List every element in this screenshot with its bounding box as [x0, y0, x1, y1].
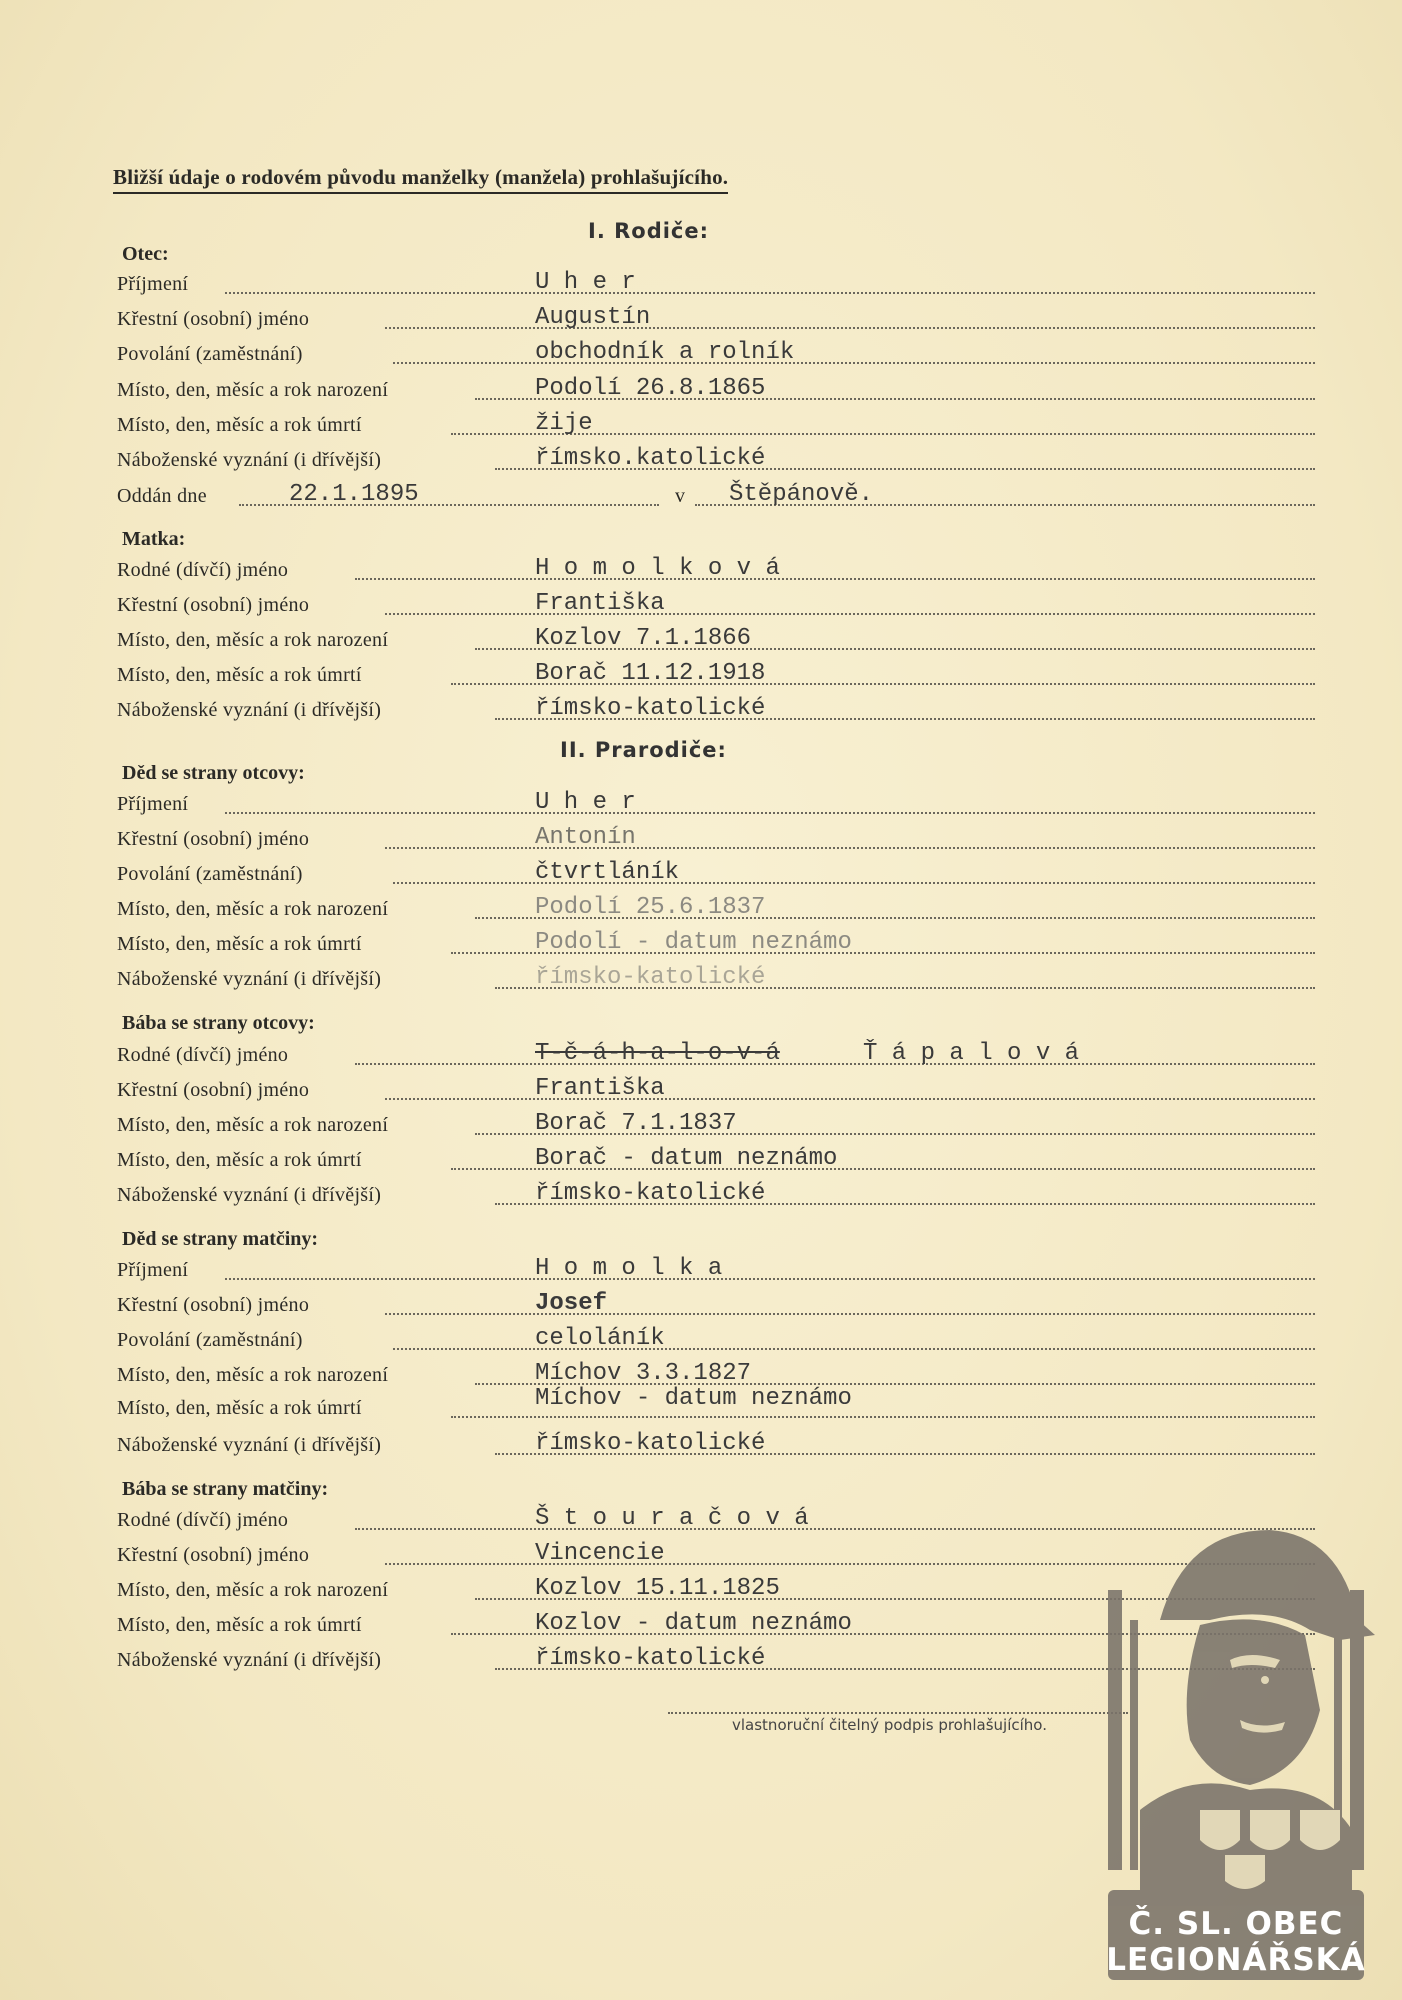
mgm-maiden-value: Š t o u r a č o v á: [535, 1505, 809, 1532]
pgm-birth-value: Borač 7.1.1837: [535, 1110, 737, 1137]
section-grandparents-title: II. Prarodiče:: [560, 738, 727, 762]
father-death-value: žije: [535, 410, 593, 437]
legion-stamp-watermark: [1090, 1510, 1382, 1980]
section-parents-title: I. Rodiče:: [588, 219, 710, 243]
field-label: Křestní (osobní) jméno: [117, 828, 310, 850]
mother-given-row: [117, 587, 1202, 621]
dotted-line: [355, 578, 1315, 580]
father-birth-value: Podolí 26.8.1865: [535, 375, 766, 402]
mgf-death-row: [117, 1385, 1202, 1424]
dotted-line: [393, 1348, 1315, 1350]
mother-religion-row: [117, 692, 1202, 726]
dotted-line: [225, 812, 1315, 814]
group-paternal-grandfather-label: Děd se strany otcovy:: [122, 762, 305, 784]
dotted-line: [385, 1098, 1315, 1100]
father-given-value: Augustín: [535, 304, 651, 331]
pgm-death-value: Borač - datum neznámo: [535, 1145, 838, 1172]
field-label: Místo, den, měsíc a rok narození: [117, 629, 389, 651]
pgf-birth-row: [117, 891, 1202, 925]
mgm-birth-row: [117, 1572, 1202, 1606]
pgf-occupation-row: [117, 856, 1202, 890]
field-label: Místo, den, měsíc a rok narození: [117, 379, 389, 401]
group-father-label: Otec:: [122, 243, 169, 265]
father-death-row: [117, 407, 1202, 441]
pgm-birth-row: [117, 1107, 1202, 1141]
pgf-death-row: [117, 926, 1202, 960]
field-label: Náboženské vyznání (i dřívější): [117, 699, 382, 721]
field-label: Příjmení: [117, 793, 189, 815]
father-married-date-value: 22.1.1895: [289, 481, 419, 508]
pgf-birth-value: Podolí 25.6.1837: [535, 894, 766, 921]
mgm-religion-value: římsko-katolické: [535, 1645, 766, 1672]
father-surname-value: U h e r: [535, 269, 636, 296]
father-occupation-row: [117, 336, 1202, 370]
field-label: Místo, den, měsíc a rok úmrtí: [117, 933, 362, 955]
pgm-given-value: Františka: [535, 1075, 665, 1102]
field-label: Místo, den, měsíc a rok úmrtí: [117, 414, 362, 436]
field-label: Křestní (osobní) jméno: [117, 1544, 310, 1566]
field-label: Místo, den, měsíc a rok úmrtí: [117, 1397, 362, 1419]
father-surname-row: [117, 266, 1202, 300]
pgm-given-row: [117, 1072, 1202, 1106]
pgf-given-row: [117, 821, 1202, 855]
field-label: Křestní (osobní) jméno: [117, 308, 310, 330]
field-label: Náboženské vyznání (i dřívější): [117, 449, 382, 471]
mother-given-value: Františka: [535, 590, 665, 617]
group-paternal-grandmother-label: Bába se strany otcovy:: [122, 1012, 315, 1034]
father-occupation-value: obchodník a rolník: [535, 339, 795, 366]
document-heading: Bližší údaje o rodovém původu manželky (manžela) prohlašujícího.: [113, 165, 728, 194]
pgf-death-value: Podolí - datum neznámo: [535, 929, 852, 956]
father-married-place-value: Štěpánově.: [729, 481, 874, 508]
field-label: Křestní (osobní) jméno: [117, 1294, 310, 1316]
field-label: Náboženské vyznání (i dřívější): [117, 1184, 382, 1206]
field-label: Náboženské vyznání (i dřívější): [117, 1649, 382, 1671]
pgf-religion-row: [117, 961, 1202, 995]
mgm-maiden-row: [117, 1502, 1202, 1536]
pgf-religion-value: římsko-katolické: [535, 964, 766, 991]
field-label: Místo, den, měsíc a rok narození: [117, 1114, 389, 1136]
mgf-occupation-row: [117, 1322, 1202, 1356]
pgm-maiden-struck-value: T-č-á-h-a-l-o-v-á: [535, 1040, 780, 1067]
field-label: Rodné (dívčí) jméno: [117, 1044, 289, 1066]
dotted-line: [393, 882, 1315, 884]
dotted-line: [225, 292, 1315, 294]
field-label: Příjmení: [117, 1259, 189, 1281]
pgm-religion-row: [117, 1177, 1202, 1211]
mother-death-value: Borač 11.12.1918: [535, 660, 766, 687]
field-label: Příjmení: [117, 273, 189, 295]
field-label: Rodné (dívčí) jméno: [117, 1509, 289, 1531]
field-label: Náboženské vyznání (i dřívější): [117, 1434, 382, 1456]
field-label: Povolání (zaměstnání): [117, 1329, 303, 1351]
father-married-row: [117, 478, 1202, 512]
mother-birth-value: Kozlov 7.1.1866: [535, 625, 752, 652]
signature-line: [668, 1712, 1128, 1714]
mother-maiden-row: [117, 552, 1202, 586]
mgf-birth-value: Míchov 3.3.1827: [535, 1360, 752, 1387]
mgm-death-value: Kozlov - datum neznámo: [535, 1610, 852, 1637]
mgf-occupation-value: celoláník: [535, 1325, 665, 1352]
mgf-surname-row: [117, 1252, 1202, 1286]
field-label: Povolání (zaměstnání): [117, 343, 303, 365]
pgm-religion-value: římsko-katolické: [535, 1180, 766, 1207]
mgm-birth-value: Kozlov 15.11.1825: [535, 1575, 780, 1602]
dotted-line: [385, 613, 1315, 615]
field-label: Oddán dne: [117, 485, 207, 507]
dotted-line: [355, 1063, 1315, 1065]
pgm-maiden-value: Ť á p a l o v á: [863, 1040, 1080, 1067]
field-label: Křestní (osobní) jméno: [117, 1079, 310, 1101]
signature-caption: vlastnoruční čitelný podpis prohlašujícího.: [732, 1716, 1047, 1734]
mgm-death-row: [117, 1607, 1202, 1641]
dotted-line: [393, 362, 1315, 364]
mgf-given-value: Josef: [535, 1290, 608, 1317]
group-maternal-grandmother-label: Bába se strany matčiny:: [122, 1478, 329, 1500]
dotted-line: [385, 327, 1315, 329]
mother-maiden-value: H o m o l k o v á: [535, 555, 780, 582]
pgf-surname-row: [117, 786, 1202, 820]
field-label: Povolání (zaměstnání): [117, 863, 303, 885]
mgf-given-row: [117, 1287, 1202, 1321]
pgf-surname-value: U h e r: [535, 789, 636, 816]
married-in-label: v: [675, 485, 685, 507]
dotted-line: [451, 1416, 1315, 1418]
group-mother-label: Matka:: [122, 528, 186, 550]
dotted-line: [225, 1278, 1315, 1280]
mother-religion-value: římsko-katolické: [535, 695, 766, 722]
field-label: Náboženské vyznání (i dřívější): [117, 968, 382, 990]
mother-birth-row: [117, 622, 1202, 656]
pgf-occupation-value: čtvrtláník: [535, 859, 680, 886]
mgm-given-value: Vincencie: [535, 1540, 665, 1567]
field-label: Místo, den, měsíc a rok narození: [117, 1579, 389, 1601]
father-given-row: [117, 301, 1202, 335]
mgf-death-value: Míchov - datum neznámo: [535, 1385, 852, 1412]
group-maternal-grandfather-label: Děd se strany matčiny:: [122, 1228, 319, 1250]
father-religion-row: [117, 442, 1202, 476]
field-label: Místo, den, měsíc a rok úmrtí: [117, 664, 362, 686]
field-label: Místo, den, měsíc a rok narození: [117, 1364, 389, 1386]
mgf-surname-value: H o m o l k a: [535, 1255, 723, 1282]
stamp-line-2: LEGIONÁŘSKÁ: [1106, 1942, 1366, 1978]
pgm-death-row: [117, 1142, 1202, 1176]
stamp-line-1: Č. SL. OBEC: [1128, 1906, 1344, 1942]
pgm-maiden-row: [117, 1037, 1202, 1071]
mother-death-row: [117, 657, 1202, 691]
dotted-line: [385, 847, 1315, 849]
field-label: Místo, den, měsíc a rok úmrtí: [117, 1149, 362, 1171]
mgf-religion-value: římsko-katolické: [535, 1430, 766, 1457]
father-religion-value: římsko.katolické: [535, 445, 766, 472]
father-birth-row: [117, 372, 1202, 406]
dotted-line: [385, 1313, 1315, 1315]
mgm-religion-row: [117, 1642, 1202, 1676]
mgm-given-row: [117, 1537, 1202, 1571]
field-label: Rodné (dívčí) jméno: [117, 559, 289, 581]
pgf-given-value: Antonín: [535, 824, 636, 851]
field-label: Křestní (osobní) jméno: [117, 594, 310, 616]
mgf-religion-row: [117, 1427, 1202, 1461]
field-label: Místo, den, měsíc a rok narození: [117, 898, 389, 920]
field-label: Místo, den, měsíc a rok úmrtí: [117, 1614, 362, 1636]
